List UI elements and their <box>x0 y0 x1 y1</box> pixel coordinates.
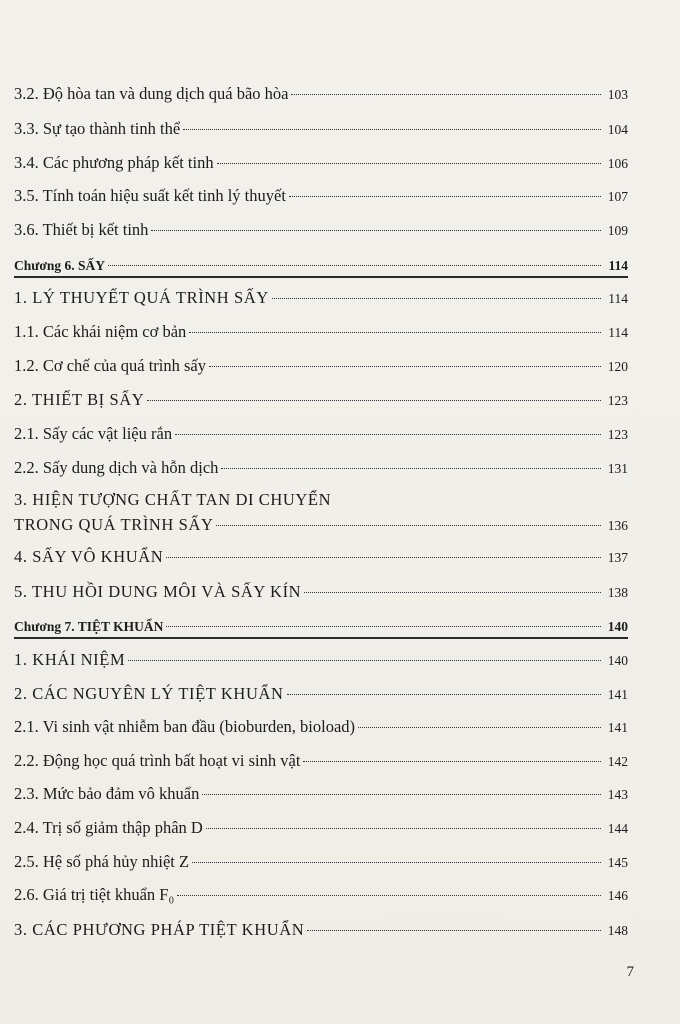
toc-entry[interactable] <box>14 547 628 568</box>
dot-leader <box>307 930 601 931</box>
toc-entry-page: 114 <box>608 325 628 340</box>
toc-entry-label: 3. CÁC PHƯƠNG PHÁP TIỆT KHUẨN <box>14 920 305 939</box>
toc-entry[interactable] <box>14 582 628 603</box>
toc-entry-label: 3.3. Sự tạo thành tinh thể <box>14 119 181 138</box>
toc-entry[interactable] <box>14 920 628 941</box>
toc-entry-label: 3.4. Các phương pháp kết tinh <box>14 153 214 172</box>
toc-entry-label: 2.6. Giá trị tiệt khuẩn F₀ <box>14 885 175 904</box>
toc-entry[interactable] <box>14 356 628 377</box>
dot-leader <box>358 727 601 728</box>
toc-entry-label: 2.1. Sấy các vật liệu rắn <box>14 424 173 443</box>
toc-entry-page: 107 <box>607 189 628 204</box>
toc-entry-page: 144 <box>607 821 628 836</box>
toc-entry-page: 131 <box>607 461 628 476</box>
toc-entry-page: 114 <box>608 291 628 306</box>
dot-leader <box>202 794 601 795</box>
dot-leader <box>289 196 601 197</box>
toc-entry-label: 2.4. Trị số giảm thập phân D <box>14 818 203 837</box>
dot-leader <box>303 761 601 762</box>
dot-leader <box>166 626 601 627</box>
dot-leader <box>183 129 601 130</box>
toc-entry[interactable] <box>14 288 628 309</box>
toc-entry-label: 1.1. Các khái niệm cơ bản <box>14 322 187 341</box>
dot-leader <box>291 94 601 95</box>
toc-chapter-page: 140 <box>607 619 628 634</box>
dot-leader <box>206 828 601 829</box>
toc-entry-label: 4. SẤY VÔ KHUẨN <box>14 547 164 566</box>
dot-leader <box>189 332 601 333</box>
dot-leader <box>166 557 601 558</box>
toc-entry-page: 104 <box>607 122 628 137</box>
dot-leader <box>209 366 601 367</box>
toc-entry-page: 136 <box>607 518 628 533</box>
toc-entry[interactable] <box>14 322 628 343</box>
toc-chapter-page: 114 <box>608 258 628 273</box>
toc-entry[interactable] <box>14 424 628 445</box>
toc-entry[interactable] <box>14 784 628 805</box>
toc-entry-label-line2: TRONG QUÁ TRÌNH SẤY <box>14 515 214 534</box>
toc-entry-label: 2.3. Mức bảo đảm vô khuẩn <box>14 784 200 803</box>
toc-entry[interactable] <box>14 515 628 536</box>
toc-entry-page: 106 <box>607 156 628 171</box>
toc-entry[interactable] <box>14 220 628 241</box>
toc-entry-page: 140 <box>607 653 628 668</box>
toc-chapter-label: Chương 7. TIỆT KHUẨN <box>14 619 164 634</box>
dot-leader <box>147 400 601 401</box>
toc-chapter-label: Chương 6. SẤY <box>14 258 105 273</box>
toc-entry-label-line1: 3. HIỆN TƯỢNG CHẤT TAN DI CHUYỂN <box>14 490 332 509</box>
toc-entry-page: 138 <box>607 585 628 600</box>
toc-chapter[interactable] <box>14 617 628 637</box>
toc-entry-label: 1. KHÁI NIỆM <box>14 650 126 669</box>
dot-leader <box>192 862 601 863</box>
dot-leader <box>304 592 601 593</box>
toc-entry-page: 137 <box>607 550 628 565</box>
dot-leader <box>108 265 601 266</box>
toc-entry-page: 141 <box>607 687 628 702</box>
toc-entry[interactable] <box>14 84 628 105</box>
toc-entry-page: 146 <box>607 888 628 903</box>
toc-entry-page: 123 <box>607 427 628 442</box>
toc-entry[interactable] <box>14 751 628 772</box>
toc-entry-label: 2. CÁC NGUYÊN LÝ TIỆT KHUẨN <box>14 684 284 703</box>
toc-entry[interactable] <box>14 153 628 174</box>
toc-entry-label: 1.2. Cơ chế của quá trình sấy <box>14 356 207 375</box>
dot-leader <box>221 468 601 469</box>
toc-entry[interactable] <box>14 390 628 411</box>
toc-entry[interactable] <box>14 852 628 873</box>
toc-entry[interactable] <box>14 684 628 705</box>
dot-leader <box>128 660 601 661</box>
chapter-underline <box>14 637 628 639</box>
toc-entry[interactable] <box>14 818 628 839</box>
dot-leader <box>175 434 601 435</box>
dot-leader <box>287 694 602 695</box>
toc-entry[interactable] <box>14 885 628 906</box>
dot-leader <box>217 163 601 164</box>
dot-leader <box>177 895 601 896</box>
dot-leader <box>272 298 601 299</box>
toc-entry[interactable] <box>14 458 628 479</box>
toc-entry-label: 2.5. Hệ số phá hủy nhiệt Z <box>14 852 190 871</box>
toc-entry-label: 3.2. Độ hòa tan và dung dịch quá bão hòa <box>14 84 289 103</box>
toc-entry-page: 141 <box>607 720 628 735</box>
toc-entry-page: 123 <box>607 393 628 408</box>
page-number: 7 <box>626 964 634 980</box>
toc-entry-label: 3.6. Thiết bị kết tinh <box>14 220 149 239</box>
toc-entry-page: 145 <box>607 855 628 870</box>
toc-entry-label: 3.5. Tính toán hiệu suất kết tinh lý thuyết <box>14 186 286 205</box>
toc-entry-page: 142 <box>607 754 628 769</box>
chapter-underline <box>14 276 628 278</box>
toc-entry-page: 148 <box>607 923 628 938</box>
toc-entry-label: 2.1. Vi sinh vật nhiễm ban đầu (bioburden, bioload) <box>14 717 356 736</box>
toc-entry[interactable] <box>14 717 628 738</box>
toc-chapter[interactable] <box>14 256 628 276</box>
dot-leader <box>216 525 601 526</box>
toc-entry-page: 143 <box>607 787 628 802</box>
toc-entry[interactable] <box>14 119 628 140</box>
toc-entry-label: 1. LÝ THUYẾT QUÁ TRÌNH SẤY <box>14 288 269 307</box>
dot-leader <box>151 230 601 231</box>
toc-entry[interactable] <box>14 186 628 207</box>
toc-entry-label: 2.2. Sấy dung dịch và hỗn dịch <box>14 458 219 477</box>
toc-entry-page: 103 <box>607 87 628 102</box>
toc-entry-label: 2. THIẾT BỊ SẤY <box>14 390 145 409</box>
toc-entry[interactable] <box>14 650 628 671</box>
toc-entry-label: 2.2. Động học quá trình bất hoạt vi sinh vật <box>14 751 301 770</box>
toc-entry-label: 5. THU HỒI DUNG MÔI VÀ SẤY KÍN <box>14 582 302 601</box>
toc-entry-page: 109 <box>607 223 628 238</box>
toc-entry-page: 120 <box>607 359 628 374</box>
